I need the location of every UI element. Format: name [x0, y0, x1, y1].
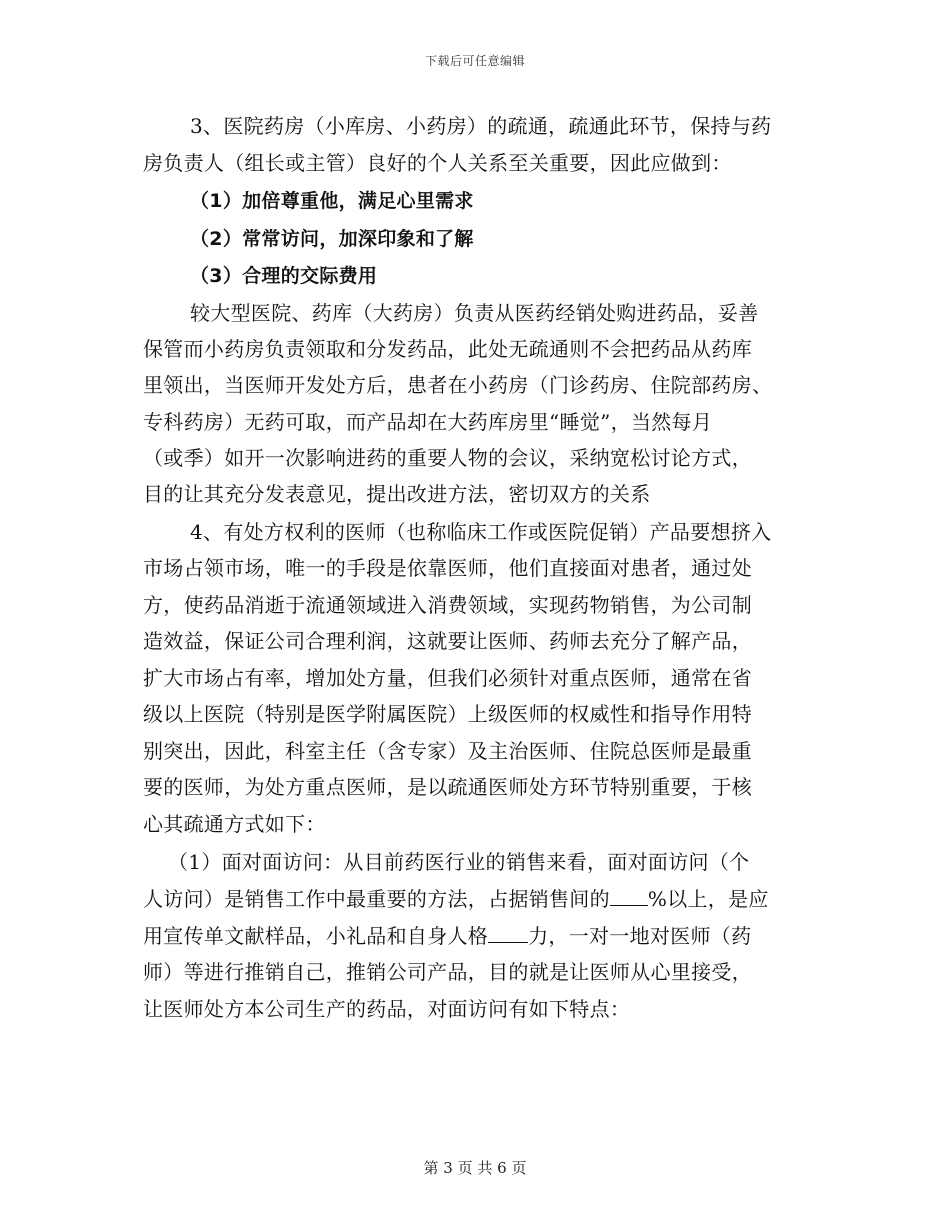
- paragraph-line: （1）面对面访问：从目前药医行业的销售来看，面对面访问（个: [168, 850, 750, 874]
- paragraph-text: 力，一对一地对医师（药: [528, 924, 752, 948]
- paragraph-line: 师）等进行推销自己，推销公司产品，目的就是让医师从心里接受，: [143, 960, 752, 984]
- paragraph-line: 较大型医院、药库（大药房）负责从医药经销处购进药品，妥善: [190, 301, 759, 325]
- page-header: 下载后可任意编辑: [424, 54, 525, 68]
- paragraph-line: [143, 885, 769, 913]
- paragraph-line: 扩大市场占有率，增加处方量，但我们必须针对重点医师，通常在省: [143, 666, 752, 690]
- paragraph-line: 目的让其充分发表意见，提出改进方法，密切双方的关系: [143, 482, 651, 506]
- list-item-bold: （2）常常访问，加深印象和了解: [190, 228, 474, 250]
- paragraph-line: 别突出，因此，科室主任（含专家）及主治医师、住院总医师是最重: [143, 739, 752, 763]
- paragraph-line: 造效益，保证公司合理利润，这就要让医师、药师去充分了解产品，: [143, 629, 752, 653]
- paragraph-line: 专科药房）无药可取，而产品却在大药库房里“睡觉”，当然每月: [143, 410, 713, 434]
- paragraph-text: 用宣传单文献样品，小礼品和自身人格: [143, 924, 489, 948]
- paragraph-line: （或季）如开一次影响进药的重要人物的会议，采纳宽松讨论方式，: [143, 446, 752, 470]
- paragraph-line: 让医师处方本公司生产的药品，对面访问有如下特点：: [143, 997, 631, 1021]
- paragraph-line: 3、医院药房（小库房、小药房）的疏通，疏通此环节，保持与药: [190, 114, 772, 138]
- paragraph-line: 里领出，当医师开发处方后，患者在小药房（门诊药房、住院部药房、: [143, 373, 773, 397]
- fill-in-blank: [610, 887, 648, 906]
- paragraph-line: 级以上医院（特别是医学附属医院）上级医师的权威性和指导作用特: [143, 702, 752, 726]
- paragraph-line: 保管而小药房负责领取和分发药品，此处无疏通则不会把药品从药库: [143, 337, 752, 361]
- paragraph-line: 4、有处方权利的医师（也称临床工作或医院促销）产品要想挤入: [190, 520, 772, 544]
- paragraph-line: [143, 922, 751, 950]
- list-item-bold: （3）合理的交际费用: [190, 265, 378, 287]
- list-item-bold: （1）加倍尊重他，满足心里需求: [190, 190, 474, 212]
- paragraph-line: 市场占领市场，唯一的手段是依靠医师，他们直接面对患者，通过处: [143, 556, 752, 580]
- paragraph-text: 人访问）是销售工作中最重要的方法，占据销售间的: [143, 887, 610, 911]
- page-number: 第 3 页 共 6 页: [423, 1159, 527, 1177]
- paragraph-line: 要的医师，为处方重点医师，是以疏通医师处方环节特别重要，于核: [143, 775, 752, 799]
- paragraph-line: 房负责人（组长或主管）良好的个人关系至关重要，因此应做到：: [143, 151, 732, 175]
- fill-in-blank: [488, 924, 528, 943]
- paragraph-line: 方，使药品消逝于流通领域进入消费领域，实现药物销售，为公司制: [143, 593, 752, 617]
- paragraph-text: %以上，是应: [647, 887, 769, 911]
- paragraph-line: 心其疏通方式如下：: [143, 812, 326, 836]
